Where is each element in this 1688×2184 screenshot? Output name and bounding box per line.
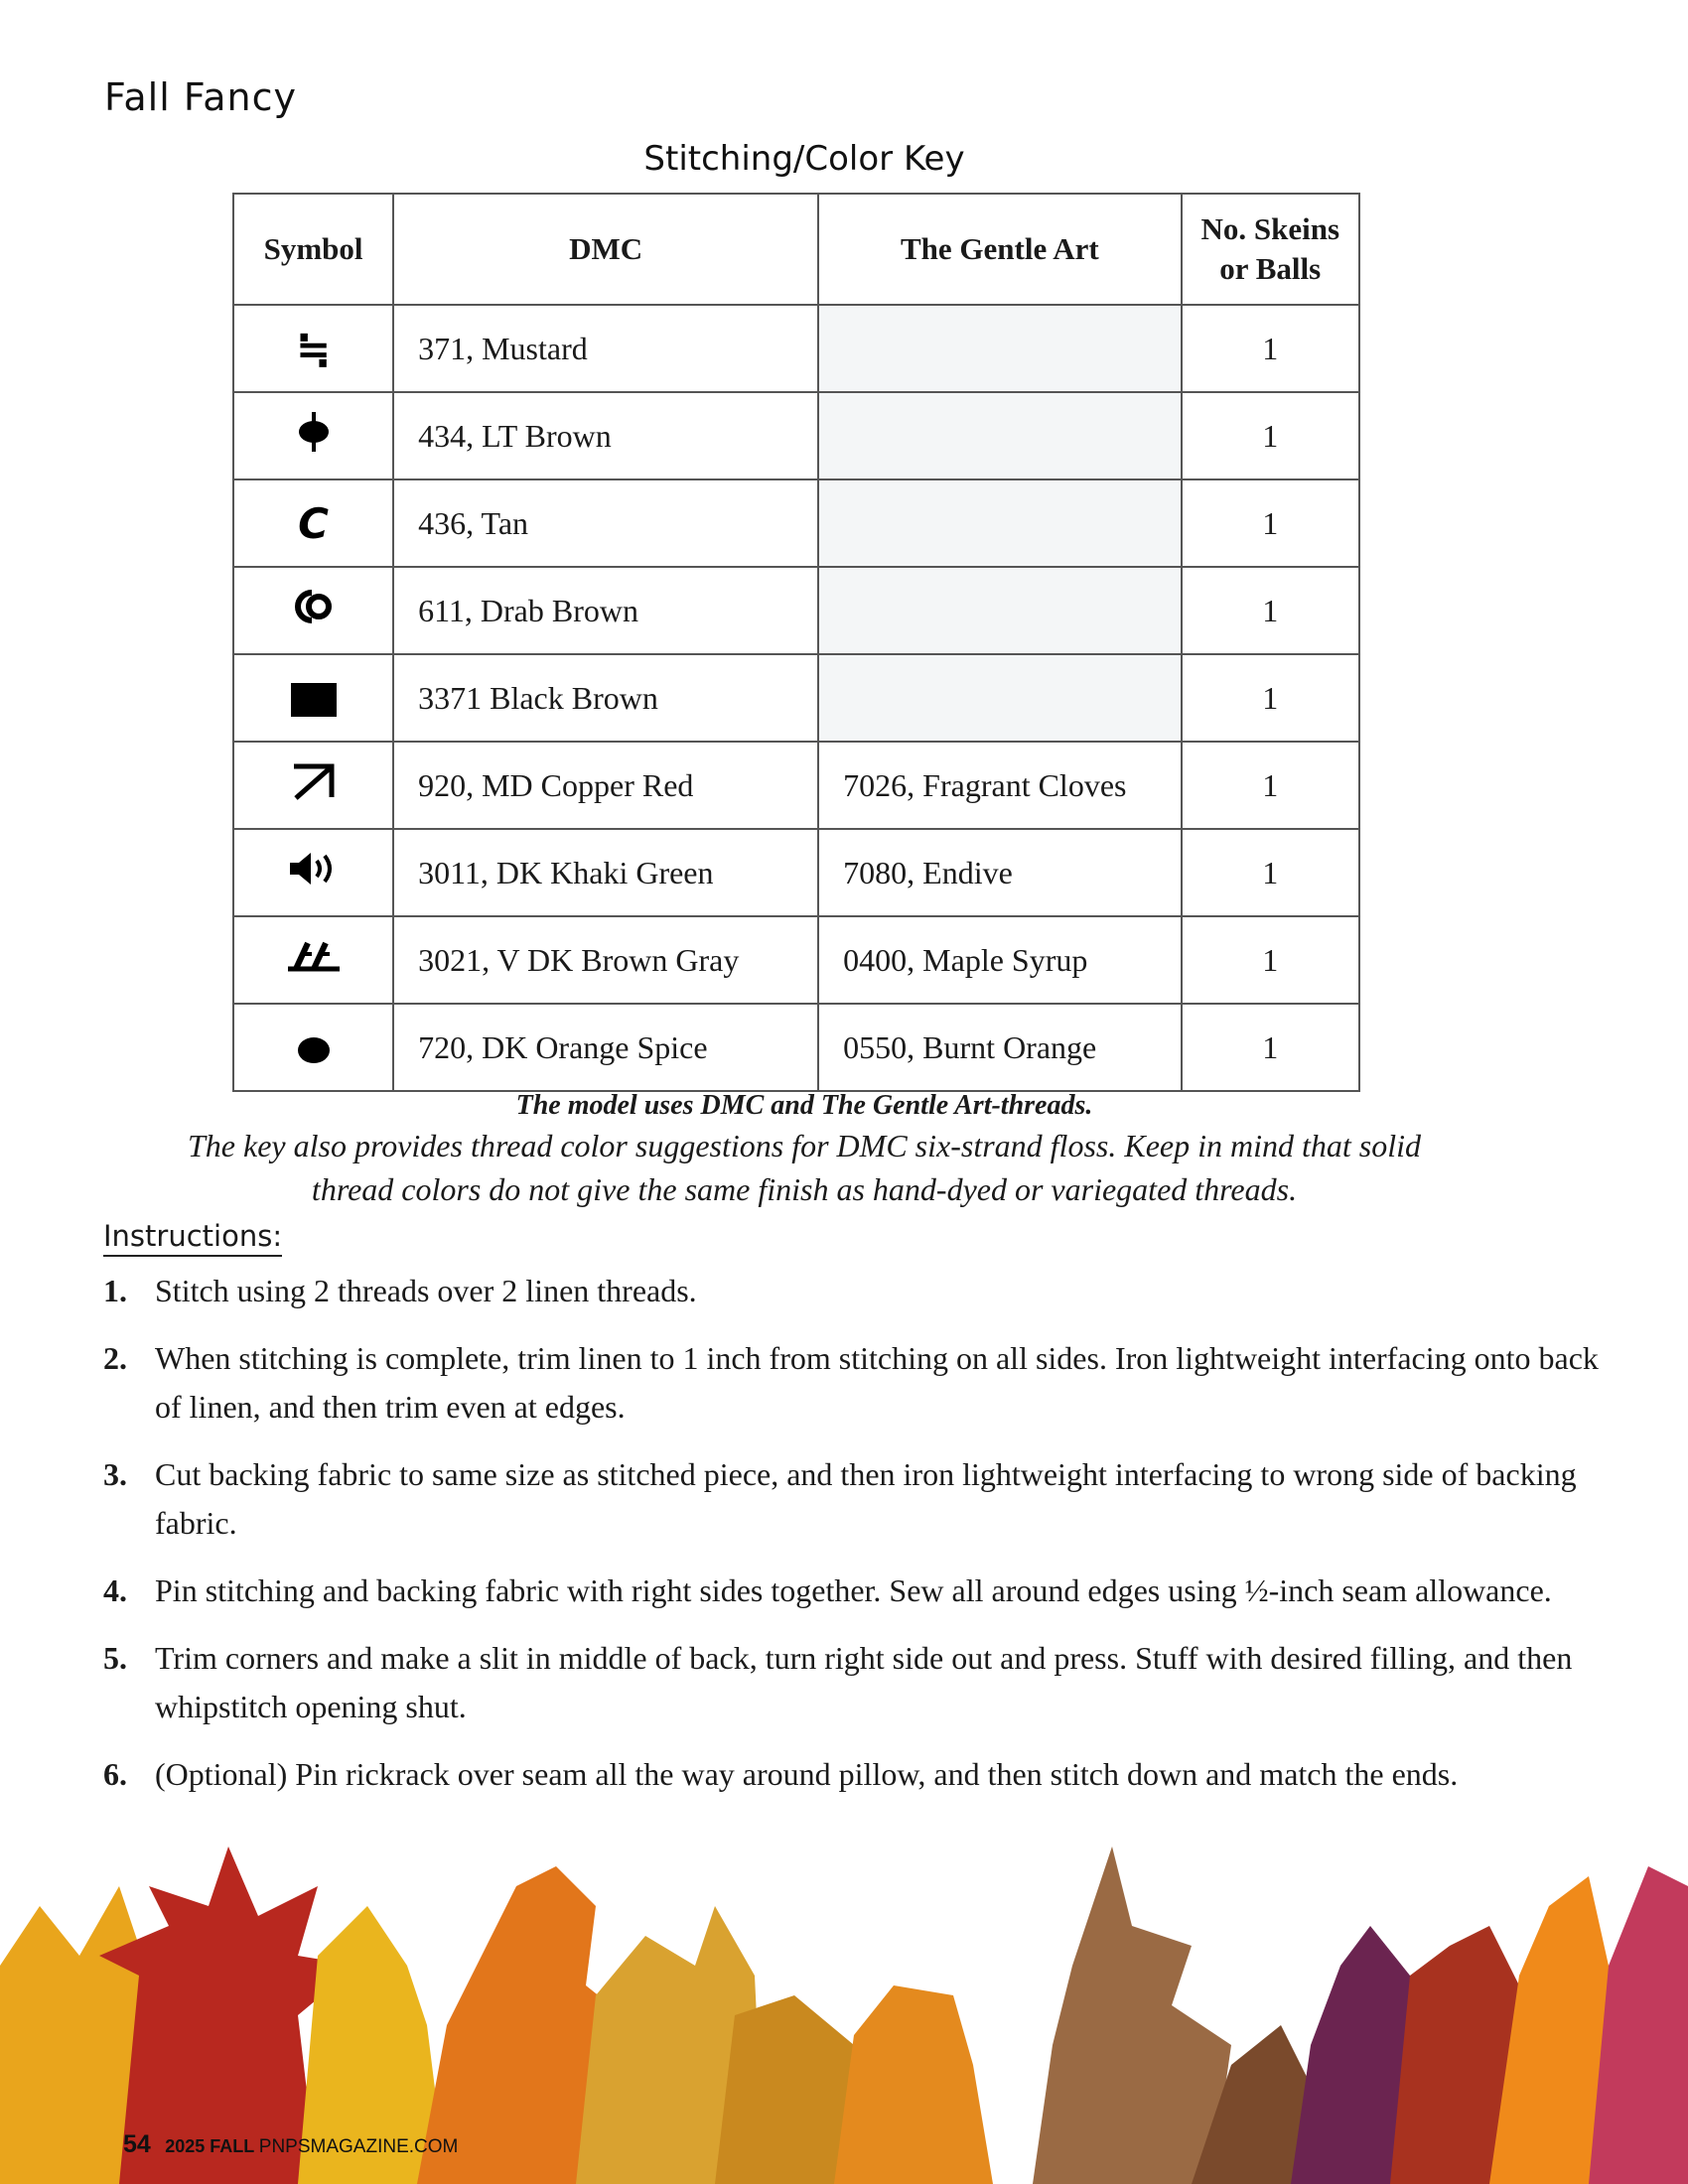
table-row xyxy=(233,829,1359,916)
step-text: (Optional) Pin rickrack over seam all the way around pillow, and then stitch down and match the ends. xyxy=(155,1756,1459,1792)
copper-red-symbol-icon xyxy=(290,761,338,801)
gentle-art-cell: 0550, Burnt Orange xyxy=(818,1004,1181,1091)
symbol-cell xyxy=(233,305,393,392)
skeins-cell: 1 xyxy=(1182,479,1359,567)
skeins-cell: 1 xyxy=(1182,829,1359,916)
gentle-art-cell xyxy=(818,479,1181,567)
tan-symbol-icon: C xyxy=(298,498,329,548)
list-item: 1. Stitch using 2 threads over 2 linen threads. xyxy=(103,1273,697,1308)
step-text: Pin stitching and backing fabric with right sides together. Sew all around edges using ½-inch seam allowance. xyxy=(155,1572,1552,1608)
list-item: 6. (Optional) Pin rickrack over seam all the way around pillow, and then stitch down and match the ends. xyxy=(103,1756,1459,1792)
step-text: Stitch using 2 threads over 2 linen threads. xyxy=(155,1273,697,1308)
skeins-cell: 1 xyxy=(1182,392,1359,479)
skeins-cell: 1 xyxy=(1182,742,1359,829)
symbol-cell xyxy=(233,567,393,654)
symbol-cell xyxy=(233,1004,393,1091)
dmc-cell: 611, Drab Brown xyxy=(393,567,818,654)
leaf-icon xyxy=(1033,1846,1231,2184)
dmc-cell: 3371 Black Brown xyxy=(393,654,818,742)
symbol-cell xyxy=(233,392,393,479)
dmc-cell: 920, MD Copper Red xyxy=(393,742,818,829)
drab-brown-symbol-icon xyxy=(290,587,338,626)
symbol-cell xyxy=(233,829,393,916)
header-skeins: No. Skeins or Balls xyxy=(1182,194,1359,305)
table-row xyxy=(233,916,1359,1004)
instructions-list xyxy=(103,1267,1613,1818)
dmc-cell: 3011, DK Khaki Green xyxy=(393,829,818,916)
dmc-cell: 436, Tan xyxy=(393,479,818,567)
list-item: 5. Trim corners and make a slit in middle of back, turn right side out and press. Stuff with desired filling, and then whipstitch opening shut. xyxy=(103,1640,1573,1724)
symbol-cell xyxy=(233,654,393,742)
step-text: When stitching is complete, trim linen to 1 inch from stitching on all sides. Iron lightweight interfacing onto back of linen, and then trim even at edges. xyxy=(155,1340,1599,1425)
step-text: Cut backing fabric to same size as stitched piece, and then iron lightweight interfacing to wrong side of backing fabric. xyxy=(155,1456,1577,1541)
issue-label: 2025 FALL xyxy=(165,2136,255,2156)
list-item: 2. When stitching is complete, trim linen to 1 inch from stitching on all sides. Iron lightweight interfacing onto back of linen, and then trim even at edges. xyxy=(103,1340,1599,1425)
leaf-icon xyxy=(1589,1866,1688,2184)
gentle-art-cell xyxy=(818,392,1181,479)
gentle-art-cell: 7026, Fragrant Cloves xyxy=(818,742,1181,829)
step-text: Trim corners and make a slit in middle of back, turn right side out and press. Stuff with desired filling, and then whipstitch opening shut. xyxy=(155,1640,1573,1724)
gentle-art-cell xyxy=(818,567,1181,654)
table-row xyxy=(233,742,1359,829)
symbol-cell xyxy=(233,916,393,1004)
header-symbol: Symbol xyxy=(233,194,393,305)
gentle-art-cell xyxy=(818,305,1181,392)
brown-gray-symbol-icon xyxy=(286,938,342,974)
symbol-cell xyxy=(233,742,393,829)
black-brown-symbol-icon xyxy=(291,683,337,717)
khaki-green-symbol-icon xyxy=(287,849,341,888)
mustard-symbol-icon: ≒ xyxy=(295,324,332,373)
gentle-art-cell: 0400, Maple Syrup xyxy=(818,916,1181,1004)
dmc-cell: 434, LT Brown xyxy=(393,392,818,479)
skeins-cell: 1 xyxy=(1182,305,1359,392)
dmc-cell: 371, Mustard xyxy=(393,305,818,392)
header-dmc: DMC xyxy=(393,194,818,305)
orange-spice-symbol-icon xyxy=(298,1037,330,1063)
table-row xyxy=(233,305,1359,392)
dmc-cell: 720, DK Orange Spice xyxy=(393,1004,818,1091)
symbol-cell xyxy=(233,479,393,567)
table-row xyxy=(233,1004,1359,1091)
instructions-heading: Instructions: xyxy=(103,1219,282,1257)
table-row xyxy=(233,567,1359,654)
skeins-cell: 1 xyxy=(1182,1004,1359,1091)
color-key-table xyxy=(232,193,1360,1092)
model-note: The model uses DMC and The Gentle Art-threads. xyxy=(515,1090,1093,1121)
key-title: Stitching/Color Key xyxy=(643,139,965,179)
skeins-cell: 1 xyxy=(1182,567,1359,654)
dmc-cell: 3021, V DK Brown Gray xyxy=(393,916,818,1004)
table-row xyxy=(233,654,1359,742)
gentle-art-cell: 7080, Endive xyxy=(818,829,1181,916)
header-gentle-art: The Gentle Art xyxy=(818,194,1181,305)
suggestion-note: The key also provides thread color suggestions for DMC six-strand floss. Keep in mind that solid thread colors do not give the same finish as hand-dyed or variegated threads. xyxy=(187,1128,1421,1207)
gentle-art-cell xyxy=(818,654,1181,742)
page-number: 54 xyxy=(123,2130,151,2158)
list-item: 4. Pin stitching and backing fabric with right sides together. Sew all around edges using ½-inch seam allowance. xyxy=(103,1572,1552,1608)
list-item: 3. Cut backing fabric to same size as stitched piece, and then iron lightweight interfacing to wrong side of backing fabric. xyxy=(103,1456,1577,1541)
site-link[interactable]: PNPSMAGAZINE.COM xyxy=(258,2136,459,2157)
page-title: Fall Fancy xyxy=(104,75,297,119)
skeins-cell: 1 xyxy=(1182,654,1359,742)
skeins-cell: 1 xyxy=(1182,916,1359,1004)
table-header-row xyxy=(233,194,1359,305)
table-row xyxy=(233,479,1359,567)
table-row xyxy=(233,392,1359,479)
lt-brown-symbol-icon xyxy=(294,410,334,454)
page-footer xyxy=(123,2130,458,2159)
leaf-icon xyxy=(834,1985,993,2184)
